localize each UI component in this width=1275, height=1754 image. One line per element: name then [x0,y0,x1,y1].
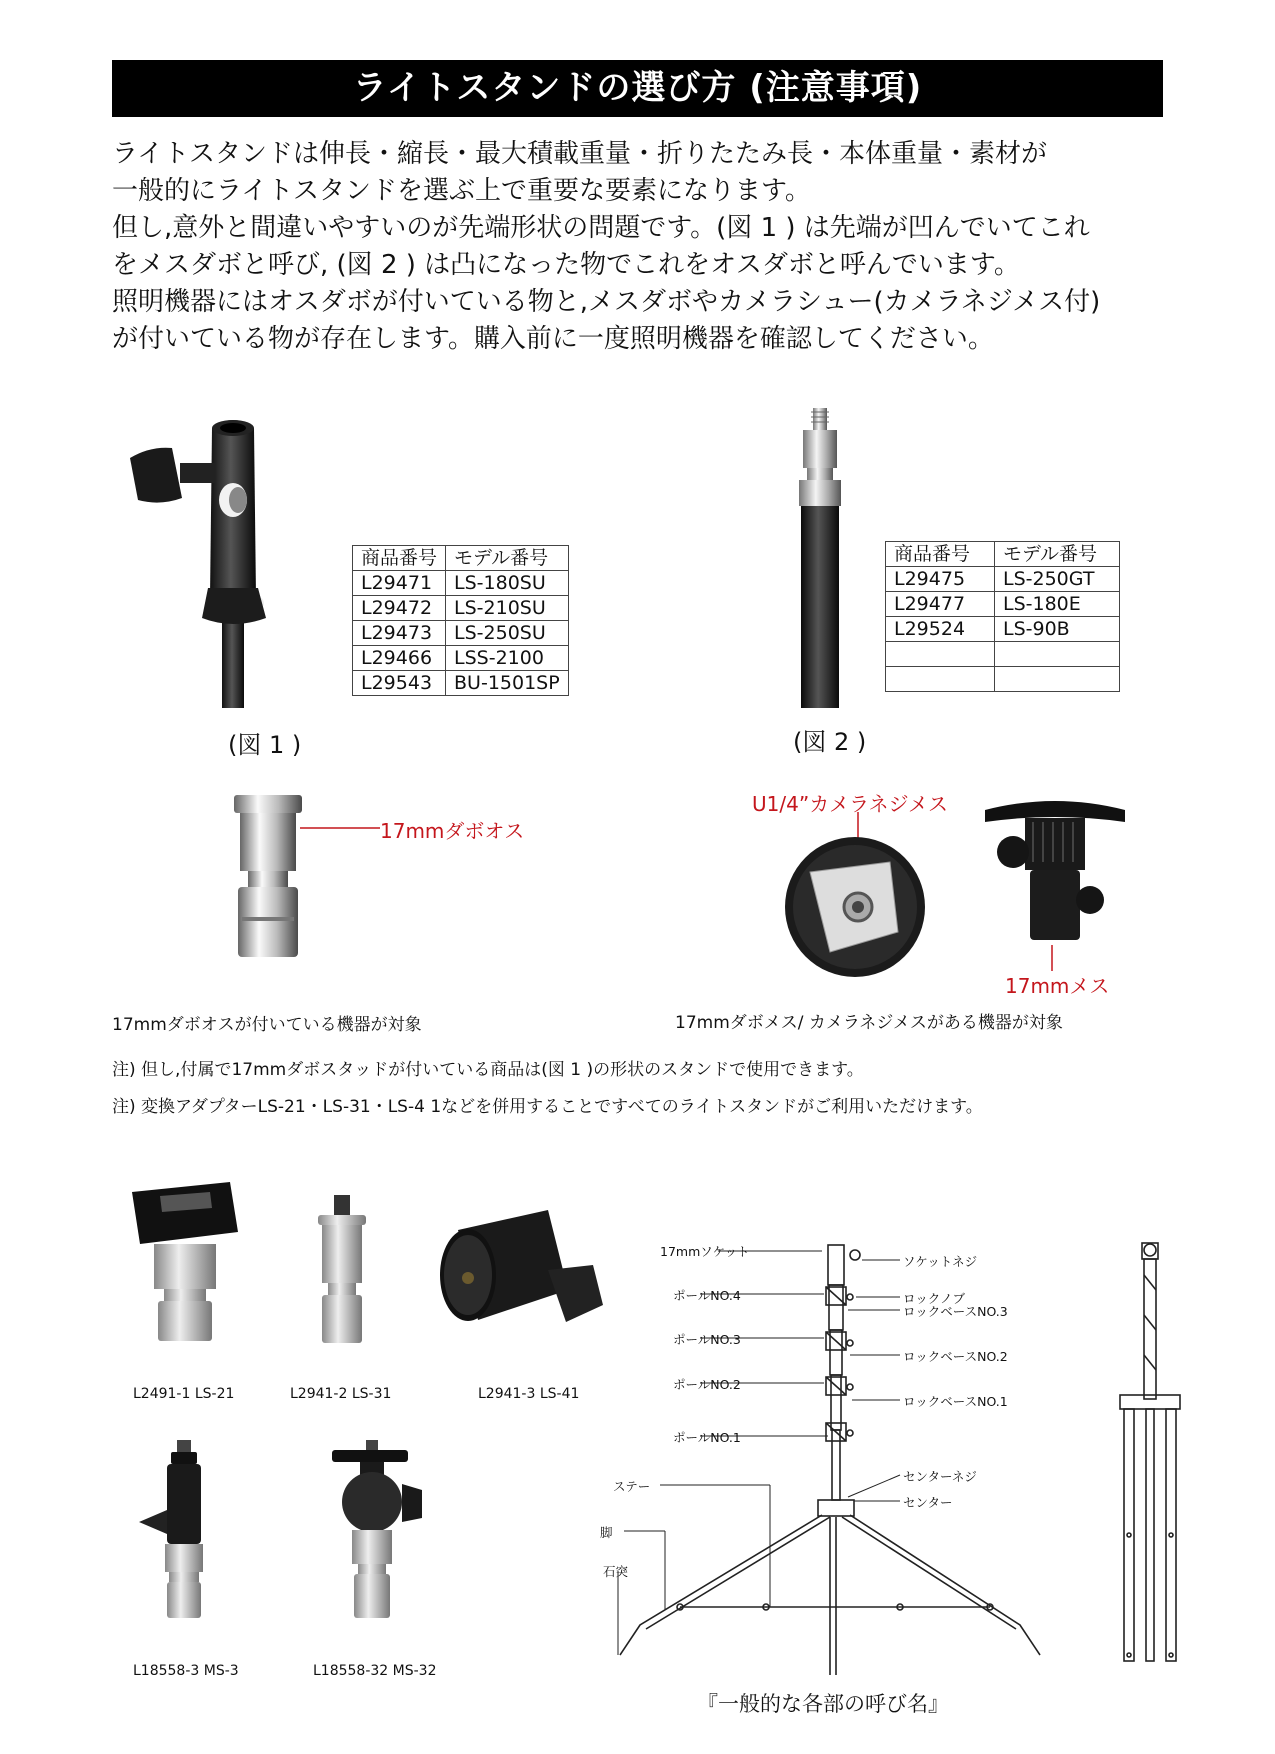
female-mount-photo [985,800,1125,955]
table-cell: LSS-2100 [446,646,569,671]
table-cell [995,642,1120,667]
table-cell: LS-180E [995,592,1120,617]
product-caption: L18558-32 MS-32 [313,1663,437,1679]
intro-line: をメスダボと呼び, (図 2 ) は凸になった物でこれをオスダボと呼んでいます。 [112,250,1020,280]
ls31-adapter-photo [312,1195,372,1345]
table-cell: L29524 [886,617,995,642]
camera-screw-photo [770,812,930,982]
ms3-ballhead-photo [135,1440,235,1620]
note-line: 注) 但し,付属で17mmダボスタッドが付いている商品は(図 1 )の形状のスタンドで使用できます。 [112,1060,864,1080]
diagram-label: ポールNO.1 [673,1430,741,1445]
diagram-label: 17mmソケット [660,1244,750,1259]
table-header: 商品番号 [886,542,995,567]
table-row [886,642,1120,667]
spec-table-fig2 [885,541,1120,692]
intro-line: 照明機器にはオスダボが付いている物と,メスダボやカメラシュー(カメラネジメス付) [112,287,1101,317]
diagram-label: 石突 [603,1564,629,1579]
table-header-row [886,542,1120,567]
intro-line: 但し,意外と間違いやすいのが先端形状の問題です。(図 1 ) は先端が凹んでいてこれ [112,213,1090,243]
diagram-label: ポールNO.3 [673,1332,741,1347]
diagram-label: 脚 [600,1525,613,1540]
diagram-label: ロックベースNO.3 [903,1304,1008,1319]
table-header: モデル番号 [995,542,1120,567]
diagram-label: ロックノブ [903,1291,966,1306]
table-row [886,667,1120,692]
table-row [886,592,1120,617]
intro-text [112,136,1172,358]
table-cell: L29473 [353,621,446,646]
male-spigot-photo [785,408,855,708]
spigot-label: 17mmダボオス [380,819,525,843]
table-row [353,621,569,646]
table-cell: LS-180SU [446,571,569,596]
table-cell: L29466 [353,646,446,671]
spigot-photo [228,795,308,960]
table-cell [886,642,995,667]
table-cell: L29471 [353,571,446,596]
intro-line: 一般的にライトスタンドを選ぶ上で重要な要素になります。 [112,176,811,206]
diagram-label: センター [903,1495,953,1510]
table-cell: LS-90B [995,617,1120,642]
fig2-label: (図 2 ) [793,728,867,756]
caption-male-target: 17mmダボオスが付いている機器が対象 [112,1015,422,1035]
table-row [886,617,1120,642]
table-cell: L29475 [886,567,995,592]
diagram-label: ソケットネジ [903,1254,978,1269]
diagram-label: ロックベースNO.2 [903,1349,1008,1364]
table-cell: L29472 [353,596,446,621]
table-cell: LS-250GT [995,567,1120,592]
table-cell: BU-1501SP [446,671,569,696]
product-caption: L2941-2 LS-31 [290,1386,392,1402]
camera-screw-label: U1/4”カメラネジメス [752,792,948,816]
diagram-label: ロックベースNO.1 [903,1394,1008,1409]
caption-female-target: 17mmダボメス/ カメラネジメスがある機器が対象 [675,1013,1063,1033]
table-header-row [353,546,569,571]
product-caption: L2491-1 LS-21 [133,1386,235,1402]
table-cell [886,667,995,692]
table-cell: L29543 [353,671,446,696]
ms32-ballhead-photo [318,1440,428,1620]
spec-table-fig1 [352,545,569,696]
ls21-adapter-photo [130,1182,240,1342]
diagram-label: ポールNO.2 [673,1377,741,1392]
diagram-label: ポールNO.4 [673,1288,741,1303]
table-row [353,596,569,621]
ls41-adapter-photo [428,1210,608,1335]
product-caption: L18558-3 MS-3 [133,1663,239,1679]
product-caption: L2941-3 LS-41 [478,1386,580,1402]
female-socket-photo [120,408,320,708]
table-header: モデル番号 [446,546,569,571]
fig1-label: (図 1 ) [228,731,302,759]
table-cell [995,667,1120,692]
table-row [353,671,569,696]
page-title: ライトスタンドの選び方 (注意事項) [112,60,1163,117]
spigot-leader-line [300,826,380,830]
intro-line: が付いている物が存在します。購入前に一度照明機器を確認してください。 [112,324,994,354]
female-label: 17mmメス [1005,974,1110,998]
table-row [353,646,569,671]
intro-line: ライトスタンドは伸長・縮長・最大積載重量・折りたたみ長・本体重量・素材が [112,139,1047,169]
table-cell: LS-210SU [446,596,569,621]
table-cell: LS-250SU [446,621,569,646]
female-leader-line [1050,945,1054,971]
table-cell: L29477 [886,592,995,617]
table-row [886,567,1120,592]
diagram-label: ステー [613,1479,651,1494]
diagram-caption: 『一般的な各部の呼び名』 [697,1692,949,1716]
note-line: 注) 変換アダプターLS-21・LS-31・LS-4 1などを併用することですべてのライトスタンドがご利用いただけます。 [112,1097,983,1117]
table-header: 商品番号 [353,546,446,571]
table-row [353,571,569,596]
diagram-label: センターネジ [903,1469,977,1484]
